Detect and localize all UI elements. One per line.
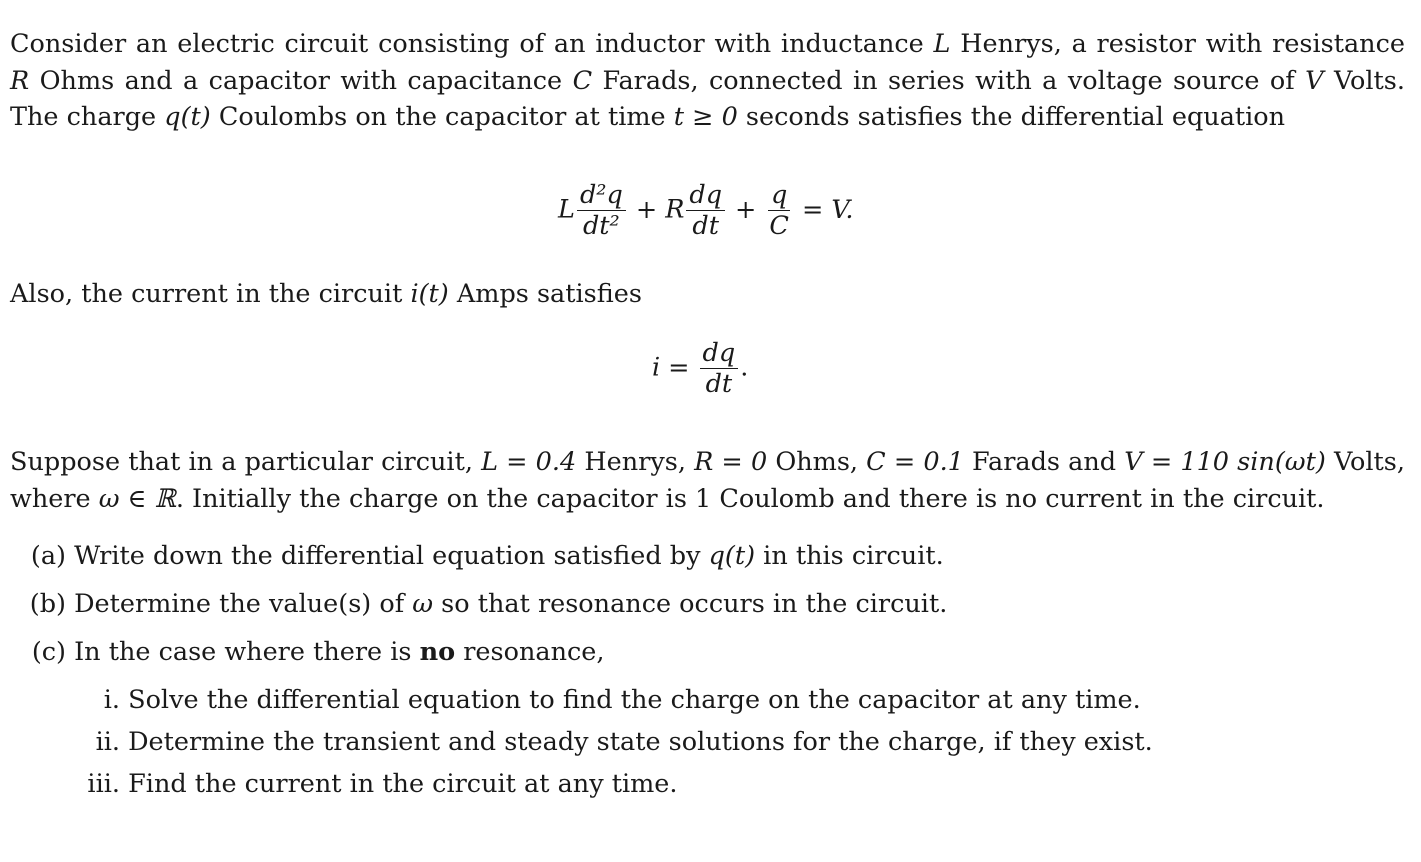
suppose-paragraph bbox=[10, 444, 1405, 517]
subpart-i bbox=[60, 685, 1141, 715]
part-a bbox=[22, 541, 944, 571]
eq1-C: C bbox=[769, 211, 789, 241]
also-text-2: Amps satisfies bbox=[448, 279, 642, 309]
intro-paragraph bbox=[10, 26, 1405, 136]
val-omega: ω ∈ ℝ bbox=[98, 483, 176, 514]
subpart-ii bbox=[60, 727, 1153, 757]
part-c-text-2: resonance, bbox=[455, 637, 605, 667]
eq1-frac-dq bbox=[686, 180, 725, 241]
var-L: L bbox=[933, 29, 951, 59]
eq1-frac-d2q bbox=[577, 180, 626, 241]
eq1-plus-1: + bbox=[635, 194, 658, 225]
var-C: C bbox=[572, 65, 593, 96]
eq1-q: q bbox=[768, 180, 790, 211]
val-L: L = 0.4 bbox=[481, 447, 577, 477]
eq2-dq: dq bbox=[700, 338, 739, 369]
suppose-text-2: Henrys, bbox=[576, 447, 695, 477]
eq2-equals: = bbox=[668, 352, 690, 383]
part-a-text-2: in this circuit. bbox=[755, 541, 944, 571]
eq1-frac-qc bbox=[766, 180, 792, 241]
eq1-dq: dq bbox=[686, 180, 725, 211]
part-b-math: ω bbox=[412, 589, 434, 619]
eq1-plus-2: + bbox=[735, 194, 757, 225]
subpart-ii-text: Determine the transient and steady state solutions for the charge, if they exist. bbox=[128, 727, 1153, 757]
part-b-text-2: so that resonance occurs in the circuit. bbox=[433, 589, 948, 619]
eq2-i: i bbox=[652, 352, 661, 383]
subpart-iii-label: iii. bbox=[87, 769, 120, 799]
part-b-text-1: Determine the value(s) of bbox=[74, 589, 413, 619]
eq1-dt2: dt² bbox=[582, 211, 620, 241]
intro-text-6: Coulombs on the capacitor at time bbox=[210, 102, 674, 132]
part-c bbox=[22, 637, 605, 667]
eq1-L: L bbox=[558, 194, 575, 225]
part-c-label: (c) bbox=[31, 637, 66, 667]
suppose-text-3: Ohms, bbox=[767, 447, 867, 477]
part-a-math: q(t) bbox=[708, 541, 756, 571]
equation-rlc bbox=[558, 180, 861, 241]
intro-text-1: Consider an electric circuit consisting of an inductor with inductance bbox=[10, 29, 934, 59]
val-V: V = 110 sin(ωt) bbox=[1124, 447, 1326, 477]
val-R: R = 0 bbox=[694, 447, 768, 477]
intro-text-3: Ohms and a capacitor with capacitance bbox=[29, 65, 573, 96]
subpart-i-text: Solve the differential equation to find the charge on the capacitor at any time. bbox=[128, 685, 1141, 715]
var-R: R bbox=[10, 65, 30, 96]
subpart-iii bbox=[60, 769, 678, 799]
part-c-bold: no bbox=[419, 637, 456, 667]
eq2-dt: dt bbox=[705, 369, 733, 399]
subpart-iii-text: Find the current in the circuit at any time. bbox=[128, 769, 678, 799]
subpart-ii-label: ii. bbox=[95, 727, 120, 757]
intro-text-2: Henrys, a resistor with resistance bbox=[950, 29, 1405, 59]
var-it: i(t) bbox=[410, 279, 449, 309]
suppose-text-6: . Initially the charge on the capacitor is 1 Coulomb and there is no current in the circuit. bbox=[175, 483, 1325, 514]
eq1-d2q: d²q bbox=[577, 180, 626, 211]
intro-text-7: seconds satisfies the differential equation bbox=[737, 102, 1286, 132]
part-a-text-1: Write down the differential equation satisfied by bbox=[74, 541, 709, 571]
intro-text-5: Volts. The charge bbox=[10, 65, 1405, 132]
part-b-label: (b) bbox=[29, 589, 66, 619]
also-paragraph bbox=[10, 276, 1405, 313]
suppose-text-4: Farads and bbox=[963, 447, 1125, 477]
suppose-text-5: Volts, where bbox=[10, 447, 1405, 514]
eq1-dt: dt bbox=[692, 211, 719, 241]
var-qt: q(t) bbox=[164, 102, 211, 132]
equation-current bbox=[652, 338, 748, 399]
var-V: V bbox=[1305, 65, 1324, 96]
var-t-condition: t ≥ 0 bbox=[673, 102, 738, 132]
suppose-text-1: Suppose that in a particular circuit, bbox=[10, 447, 482, 477]
part-b bbox=[22, 589, 947, 619]
part-a-label: (a) bbox=[30, 541, 66, 571]
val-C: C = 0.1 bbox=[866, 447, 964, 477]
intro-text-4: Farads, connected in series with a voltage source of bbox=[592, 65, 1306, 96]
eq2-period: . bbox=[740, 352, 749, 383]
part-c-text-1: In the case where there is bbox=[74, 637, 420, 667]
eq1-R: R bbox=[665, 194, 685, 225]
eq2-frac bbox=[700, 338, 739, 399]
subpart-i-label: i. bbox=[103, 685, 120, 715]
also-text-1: Also, the current in the circuit bbox=[10, 279, 411, 309]
eq1-rhs: = V. bbox=[801, 194, 854, 225]
